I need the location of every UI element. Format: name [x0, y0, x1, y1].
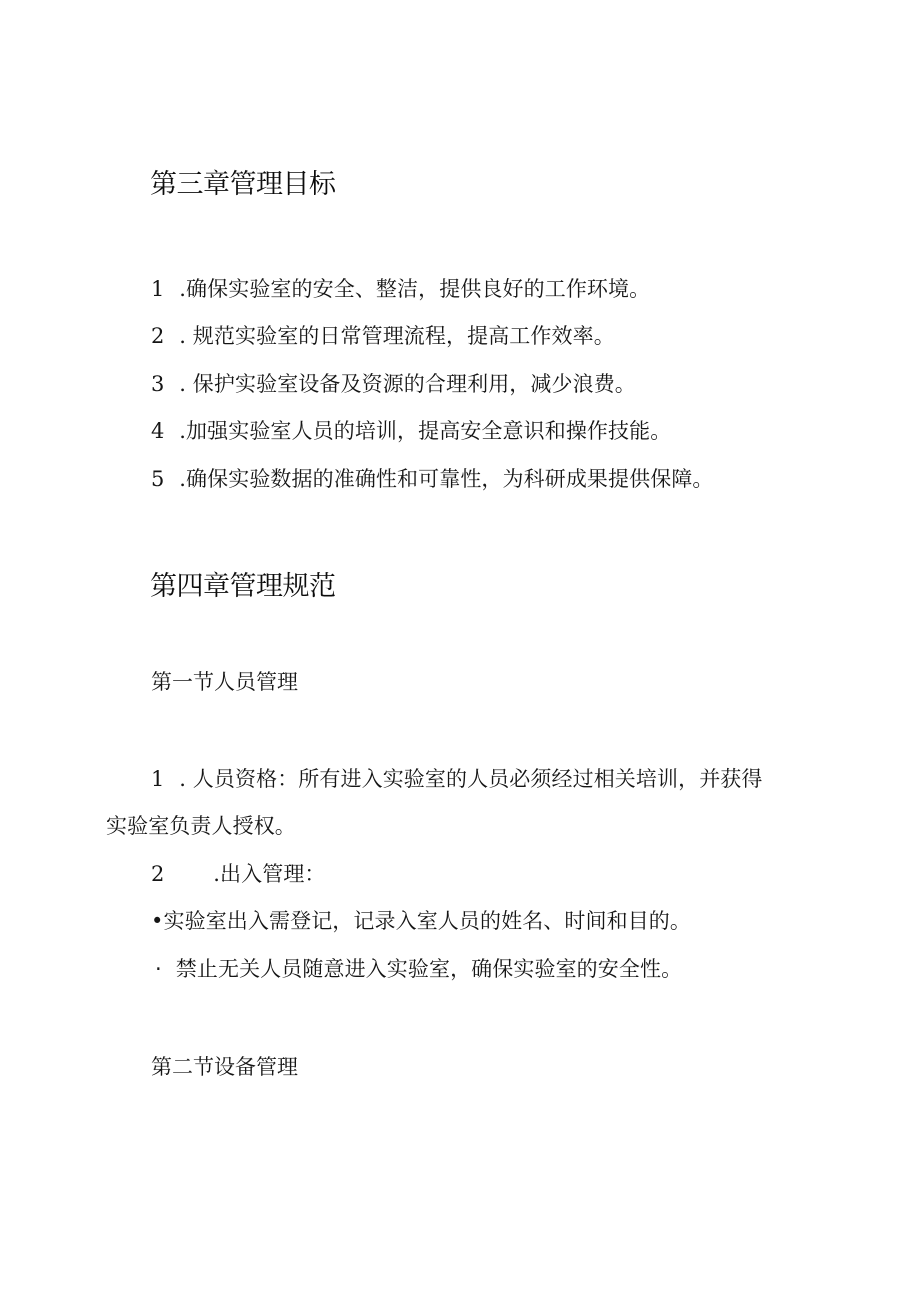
section-2-title: 第二节设备管理 [151, 1055, 298, 1079]
item-text: .确保实验室的安全、整洁，提供良好的工作环境。 [179, 277, 651, 301]
item-number: 2 [151, 862, 165, 886]
bullet-text: 禁止无关人员随意进入实验室，确保实验室的安全性。 [175, 957, 683, 981]
chapter-3-title: 第三章管理目标 [150, 169, 336, 200]
item-text: . 人员资格：所有进入实验室的人员必须经过相关培训，并获得 [179, 767, 763, 791]
list-item [151, 279, 650, 300]
item-text: .出入管理： [213, 862, 326, 886]
list-item [151, 769, 763, 790]
list-item [151, 421, 671, 442]
bullet-marker: · [155, 957, 162, 981]
bullet-item [155, 959, 682, 980]
item-number: 1 [151, 767, 165, 791]
item-text: . 规范实验室的日常管理流程，提高工作效率。 [179, 324, 615, 348]
section-1-title: 第一节人员管理 [151, 670, 298, 694]
item-number: 3 [151, 372, 165, 396]
list-item [151, 326, 615, 347]
bullet-text: 实验室出入需登记，记录入室人员的姓名、时间和目的。 [163, 909, 691, 933]
list-item [151, 469, 714, 490]
item-text: .加强实验室人员的培训，提高安全意识和操作技能。 [179, 419, 672, 443]
bullet-item [151, 911, 691, 932]
item-number: 2 [151, 324, 165, 348]
item-number: 1 [151, 277, 165, 301]
chapter-4-title: 第四章管理规范 [150, 571, 336, 602]
item-continuation: 实验室负责人授权。 [106, 814, 296, 838]
item-text: . 保护实验室设备及资源的合理利用，减少浪费。 [179, 372, 636, 396]
list-item [151, 864, 326, 885]
item-number: 4 [151, 419, 165, 443]
item-text: .确保实验数据的准确性和可靠性，为科研成果提供保障。 [179, 467, 714, 491]
item-number: 5 [151, 467, 165, 491]
list-item [151, 374, 636, 395]
bullet-marker: • [151, 909, 164, 933]
